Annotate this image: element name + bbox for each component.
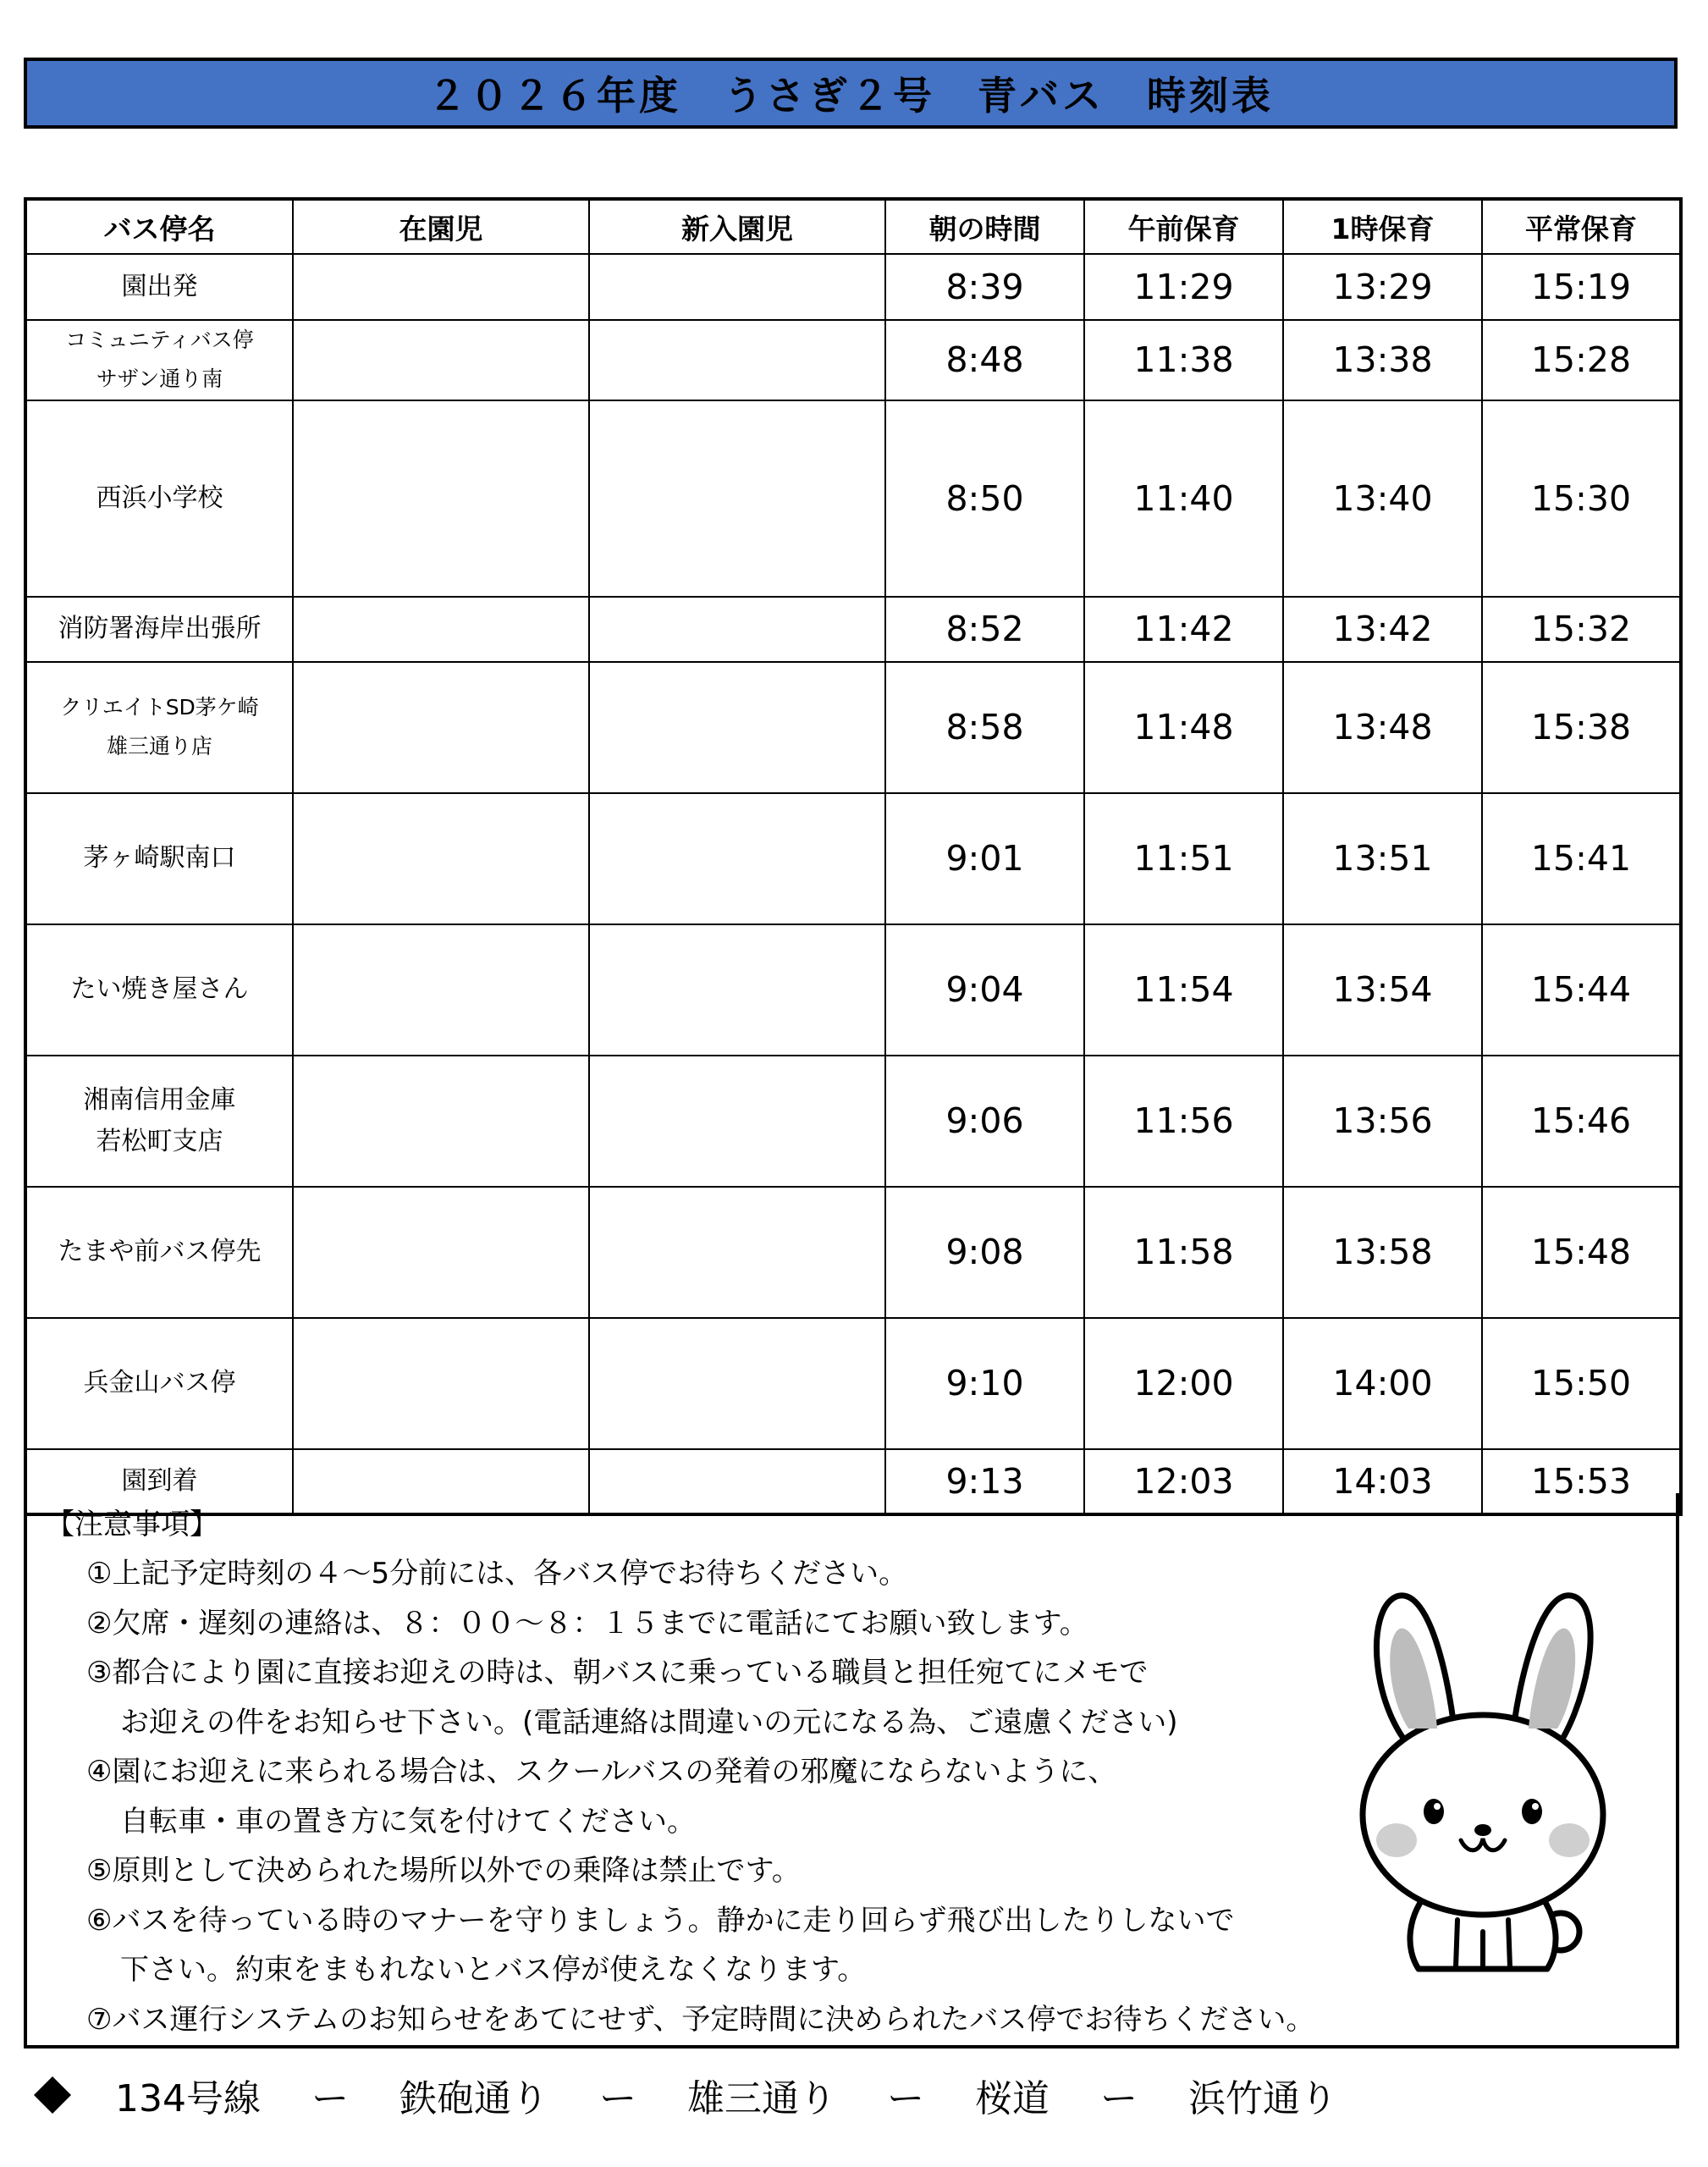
new-enrollee-cell bbox=[589, 662, 885, 793]
enrolled-cell bbox=[293, 924, 589, 1056]
new-enrollee-cell bbox=[589, 254, 885, 320]
time-cell: 14:00 bbox=[1283, 1318, 1482, 1449]
stop-name-line: クリエイトSD茅ケ崎 bbox=[60, 694, 259, 720]
enrolled-cell bbox=[293, 793, 589, 924]
time-cell: 9:01 bbox=[885, 793, 1084, 924]
time-cell: 11:58 bbox=[1084, 1187, 1283, 1318]
time-cell: 11:54 bbox=[1084, 924, 1283, 1056]
route-segment: 134号線 bbox=[115, 2077, 261, 2120]
route-separator: ー bbox=[598, 2077, 636, 2120]
time-cell: 15:32 bbox=[1482, 597, 1681, 662]
time-cell: 13:42 bbox=[1283, 597, 1482, 662]
note-line: 下さい。約束をまもれないとバス停が使えなくなります。 bbox=[120, 1953, 867, 1987]
stop-name bbox=[25, 924, 293, 1056]
time-cell: 15:28 bbox=[1482, 320, 1681, 400]
stop-name bbox=[25, 400, 293, 597]
time-cell: 13:48 bbox=[1283, 662, 1482, 793]
stop-name-line: 雄三通り店 bbox=[106, 734, 212, 758]
note-line: ⑦バス運行システムのお知らせをあてにせず、予定時間に決められたバス停でお待ちください。 bbox=[86, 2002, 1315, 2037]
time-cell: 15:41 bbox=[1482, 793, 1681, 924]
stop-name-line: 園到着 bbox=[121, 1465, 198, 1496]
new-enrollee-cell bbox=[589, 1056, 885, 1187]
time-cell: 15:44 bbox=[1482, 924, 1681, 1056]
stop-name-line: 消防署海岸出張所 bbox=[58, 614, 262, 644]
time-cell: 8:48 bbox=[885, 320, 1084, 400]
stop-name-line: たまや前バス停先 bbox=[58, 1237, 262, 1267]
time-cell: 9:04 bbox=[885, 924, 1084, 1056]
time-cell: 13:51 bbox=[1283, 793, 1482, 924]
note-line: ③都合により園に直接お迎えの時は、朝バスに乗っている職員と担任宛てにメモで bbox=[86, 1656, 1149, 1690]
enrolled-cell bbox=[293, 1056, 589, 1187]
time-cell: 15:19 bbox=[1482, 254, 1681, 320]
header-new-enrollee: 新入園児 bbox=[589, 199, 885, 254]
stop-name bbox=[25, 662, 293, 793]
new-enrollee-cell bbox=[589, 320, 885, 400]
time-cell: 9:10 bbox=[885, 1318, 1084, 1449]
header-stop-name: バス停名 bbox=[25, 199, 293, 254]
stop-name bbox=[25, 1056, 293, 1187]
notes-heading: 【注意事項】 bbox=[46, 1508, 218, 1541]
stop-name bbox=[25, 320, 293, 400]
note-line: ②欠席・遅刻の連絡は、８：００〜８：１５までに電話にてお願い致します。 bbox=[86, 1606, 1088, 1640]
time-cell: 8:39 bbox=[885, 254, 1084, 320]
time-cell: 15:48 bbox=[1482, 1187, 1681, 1318]
time-cell: 13:29 bbox=[1283, 254, 1482, 320]
note-line: ⑥バスを待っている時のマナーを守りましょう。静かに走り回らず飛び出したりしないで bbox=[86, 1903, 1235, 1938]
enrolled-cell bbox=[293, 320, 589, 400]
note-line: お迎えの件をお知らせ下さい。(電話連絡は間違いの元になる為、ご遠慮ください) bbox=[120, 1705, 1178, 1740]
bus-timetable bbox=[24, 197, 1683, 1516]
time-cell: 9:13 bbox=[885, 1449, 1084, 1514]
route-separator: ー bbox=[311, 2077, 349, 2120]
enrolled-cell bbox=[293, 1187, 589, 1318]
stop-name bbox=[25, 793, 293, 924]
stop-name bbox=[25, 254, 293, 320]
route-segment: 桜道 bbox=[974, 2077, 1050, 2120]
stop-name-line: 西浜小学校 bbox=[96, 482, 223, 513]
stop-name-line: 園出発 bbox=[121, 272, 198, 302]
stop-name bbox=[25, 597, 293, 662]
stop-name-line: 湘南信用金庫 bbox=[83, 1084, 236, 1115]
route-separator: ー bbox=[1099, 2077, 1138, 2120]
table-row bbox=[25, 1318, 1681, 1449]
header-morning: 朝の時間 bbox=[885, 199, 1084, 254]
table-row bbox=[25, 924, 1681, 1056]
table-row bbox=[25, 400, 1681, 597]
header-regular-care: 平常保育 bbox=[1482, 199, 1681, 254]
time-cell: 8:52 bbox=[885, 597, 1084, 662]
new-enrollee-cell bbox=[589, 1187, 885, 1318]
table-row bbox=[25, 254, 1681, 320]
enrolled-cell bbox=[293, 1318, 589, 1449]
header-1pm-care: 1時保育 bbox=[1283, 199, 1482, 254]
stop-name-line: サザン通り南 bbox=[96, 367, 223, 392]
header-enrolled: 在園児 bbox=[293, 199, 589, 254]
route-line bbox=[34, 2065, 1676, 2125]
table-row bbox=[25, 793, 1681, 924]
time-cell: 13:58 bbox=[1283, 1187, 1482, 1318]
stop-name bbox=[25, 1187, 293, 1318]
table-row bbox=[25, 597, 1681, 662]
time-cell: 11:29 bbox=[1084, 254, 1283, 320]
time-cell: 11:38 bbox=[1084, 320, 1283, 400]
table-row bbox=[25, 1056, 1681, 1187]
page-title: ２０２６年度 うさぎ２号 青バス 時刻表 bbox=[427, 73, 1274, 119]
time-cell: 15:30 bbox=[1482, 400, 1681, 597]
route-segment: 雄三通り bbox=[686, 2077, 836, 2120]
new-enrollee-cell bbox=[589, 597, 885, 662]
time-cell: 11:48 bbox=[1084, 662, 1283, 793]
time-cell: 15:38 bbox=[1482, 662, 1681, 793]
enrolled-cell bbox=[293, 662, 589, 793]
time-cell: 14:03 bbox=[1283, 1449, 1482, 1514]
time-cell: 12:03 bbox=[1084, 1449, 1283, 1514]
time-cell: 13:40 bbox=[1283, 400, 1482, 597]
diamond-icon bbox=[34, 2076, 71, 2114]
enrolled-cell bbox=[293, 597, 589, 662]
note-line: ①上記予定時刻の４〜5分前には、各バス停でお待ちください。 bbox=[86, 1557, 908, 1591]
table-row bbox=[25, 320, 1681, 400]
stop-name-line: 若松町支店 bbox=[96, 1127, 223, 1156]
new-enrollee-cell bbox=[589, 924, 885, 1056]
enrolled-cell bbox=[293, 254, 589, 320]
time-cell: 9:06 bbox=[885, 1056, 1084, 1187]
new-enrollee-cell bbox=[589, 400, 885, 597]
new-enrollee-cell bbox=[589, 793, 885, 924]
time-cell: 11:51 bbox=[1084, 793, 1283, 924]
time-cell: 13:54 bbox=[1283, 924, 1482, 1056]
time-cell: 15:50 bbox=[1482, 1318, 1681, 1449]
time-cell: 11:40 bbox=[1084, 400, 1283, 597]
header-row bbox=[25, 199, 1681, 254]
route-segment: 鉄砲通り bbox=[399, 2077, 548, 2120]
new-enrollee-cell bbox=[589, 1318, 885, 1449]
time-cell: 8:58 bbox=[885, 662, 1084, 793]
table-row bbox=[25, 662, 1681, 793]
route-separator: ー bbox=[886, 2077, 924, 2120]
note-line: ⑤原則として決められた場所以外での乗降は禁止です。 bbox=[86, 1854, 801, 1888]
time-cell: 12:00 bbox=[1084, 1318, 1283, 1449]
header-am-care: 午前保育 bbox=[1084, 199, 1283, 254]
time-cell: 15:53 bbox=[1482, 1449, 1681, 1514]
time-cell: 11:42 bbox=[1084, 597, 1283, 662]
time-cell: 13:38 bbox=[1283, 320, 1482, 400]
time-cell: 11:56 bbox=[1084, 1056, 1283, 1187]
stop-name-line: たい焼き屋さん bbox=[70, 974, 249, 1005]
time-cell: 8:50 bbox=[885, 400, 1084, 597]
rabbit-icon bbox=[1356, 1585, 1610, 1982]
time-cell: 15:46 bbox=[1482, 1056, 1681, 1187]
route-segment: 浜竹通り bbox=[1187, 2077, 1337, 2120]
table-row bbox=[25, 1187, 1681, 1318]
note-line: ④園にお迎えに来られる場合は、スクールバスの発着の邪魔にならないように、 bbox=[86, 1755, 1117, 1789]
note-line: 自転車・車の置き方に気を付けてください。 bbox=[120, 1804, 696, 1839]
stop-name bbox=[25, 1318, 293, 1449]
stop-name-line: コミュニティバス停 bbox=[65, 328, 254, 352]
title-bar bbox=[24, 58, 1678, 129]
enrolled-cell bbox=[293, 400, 589, 597]
time-cell: 9:08 bbox=[885, 1187, 1084, 1318]
stop-name-line: 兵金山バス停 bbox=[83, 1368, 236, 1398]
stop-name-line: 茅ヶ崎駅南口 bbox=[83, 843, 236, 874]
time-cell: 13:56 bbox=[1283, 1056, 1482, 1187]
